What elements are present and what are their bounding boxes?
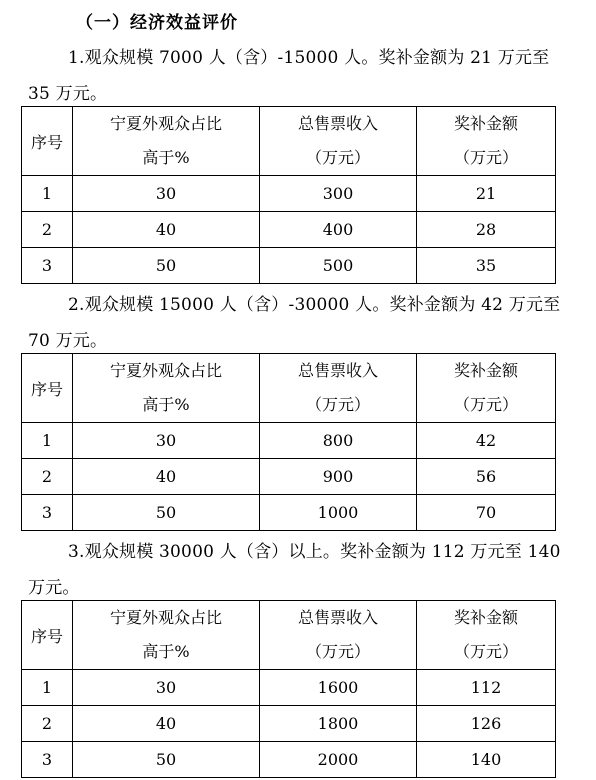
table-row [22,670,556,706]
header-ratio [73,354,260,423]
cell-seq: 3 [22,742,73,778]
table-row [22,459,556,495]
section-heading: （一）经济效益评价 [76,13,238,33]
cell-sales: 1600 [260,670,417,706]
header-award-line2: （万元） [453,148,518,167]
header-seq: 序号 [22,354,73,423]
header-award [417,354,556,423]
table-row [22,742,556,778]
cell-ratio: 30 [73,670,260,706]
cell-award: 140 [417,742,556,778]
header-ratio [73,107,260,176]
award-table-1 [21,106,556,284]
cell-award: 70 [417,495,556,531]
cell-seq: 2 [22,706,73,742]
cell-award: 126 [417,706,556,742]
table-row [22,423,556,459]
cell-sales: 1000 [260,495,417,531]
table-header-row [22,354,556,423]
cell-award: 28 [417,212,556,248]
header-sales-line2: （万元） [305,395,370,414]
header-sales [260,354,417,423]
header-ratio-line1: 宁夏外观众占比 [109,361,222,380]
cell-sales: 300 [260,176,417,212]
header-ratio [73,601,260,670]
table-row [22,248,556,284]
cell-seq: 3 [22,248,73,284]
header-ratio-line1: 宁夏外观众占比 [109,608,222,627]
award-table-2 [21,353,556,531]
cell-sales: 500 [260,248,417,284]
table-header-row [22,107,556,176]
cell-seq: 1 [22,670,73,706]
cell-ratio: 30 [73,176,260,212]
cell-ratio: 40 [73,706,260,742]
table-row [22,212,556,248]
cell-seq: 3 [22,495,73,531]
header-award-line2: （万元） [453,395,518,414]
cell-seq: 2 [22,459,73,495]
cell-ratio: 40 [73,459,260,495]
header-award-line1: 奖补金额 [453,114,518,133]
header-sales-line2: （万元） [305,148,370,167]
cell-ratio: 40 [73,212,260,248]
cell-sales: 900 [260,459,417,495]
table-row [22,176,556,212]
cell-ratio: 50 [73,495,260,531]
header-sales-line1: 总售票收入 [297,361,378,380]
table-row [22,495,556,531]
paragraph-scale-3: 3.观众规模 30000 人（含）以上。奖补金额为 112 万元至 140 万元。 [28,542,561,598]
cell-award: 35 [417,248,556,284]
header-seq: 序号 [22,107,73,176]
cell-seq: 1 [22,423,73,459]
cell-sales: 2000 [260,742,417,778]
header-seq: 序号 [22,601,73,670]
cell-ratio: 50 [73,742,260,778]
cell-ratio: 30 [73,423,260,459]
cell-award: 42 [417,423,556,459]
header-sales-line2: （万元） [305,642,370,661]
cell-seq: 2 [22,212,73,248]
cell-ratio: 50 [73,248,260,284]
header-sales [260,601,417,670]
header-award-line2: （万元） [453,642,518,661]
award-table-3 [21,600,556,778]
header-award [417,601,556,670]
cell-award: 56 [417,459,556,495]
header-ratio-line2: 高于% [142,395,190,414]
cell-sales: 800 [260,423,417,459]
cell-sales: 1800 [260,706,417,742]
table-header-row [22,601,556,670]
header-ratio-line2: 高于% [142,642,190,661]
paragraph-scale-2: 2.观众规模 15000 人（含）-30000 人。奖补金额为 42 万元至 70 万元。 [28,295,561,351]
header-award-line1: 奖补金额 [453,608,518,627]
cell-sales: 400 [260,212,417,248]
table-row [22,706,556,742]
header-sales-line1: 总售票收入 [297,114,378,133]
cell-award: 112 [417,670,556,706]
cell-award: 21 [417,176,556,212]
header-ratio-line1: 宁夏外观众占比 [109,114,222,133]
header-ratio-line2: 高于% [142,148,190,167]
header-sales-line1: 总售票收入 [297,608,378,627]
cell-seq: 1 [22,176,73,212]
header-sales [260,107,417,176]
header-award-line1: 奖补金额 [453,361,518,380]
paragraph-scale-1: 1.观众规模 7000 人（含）-15000 人。奖补金额为 21 万元至 35 万元。 [28,48,550,104]
header-award [417,107,556,176]
